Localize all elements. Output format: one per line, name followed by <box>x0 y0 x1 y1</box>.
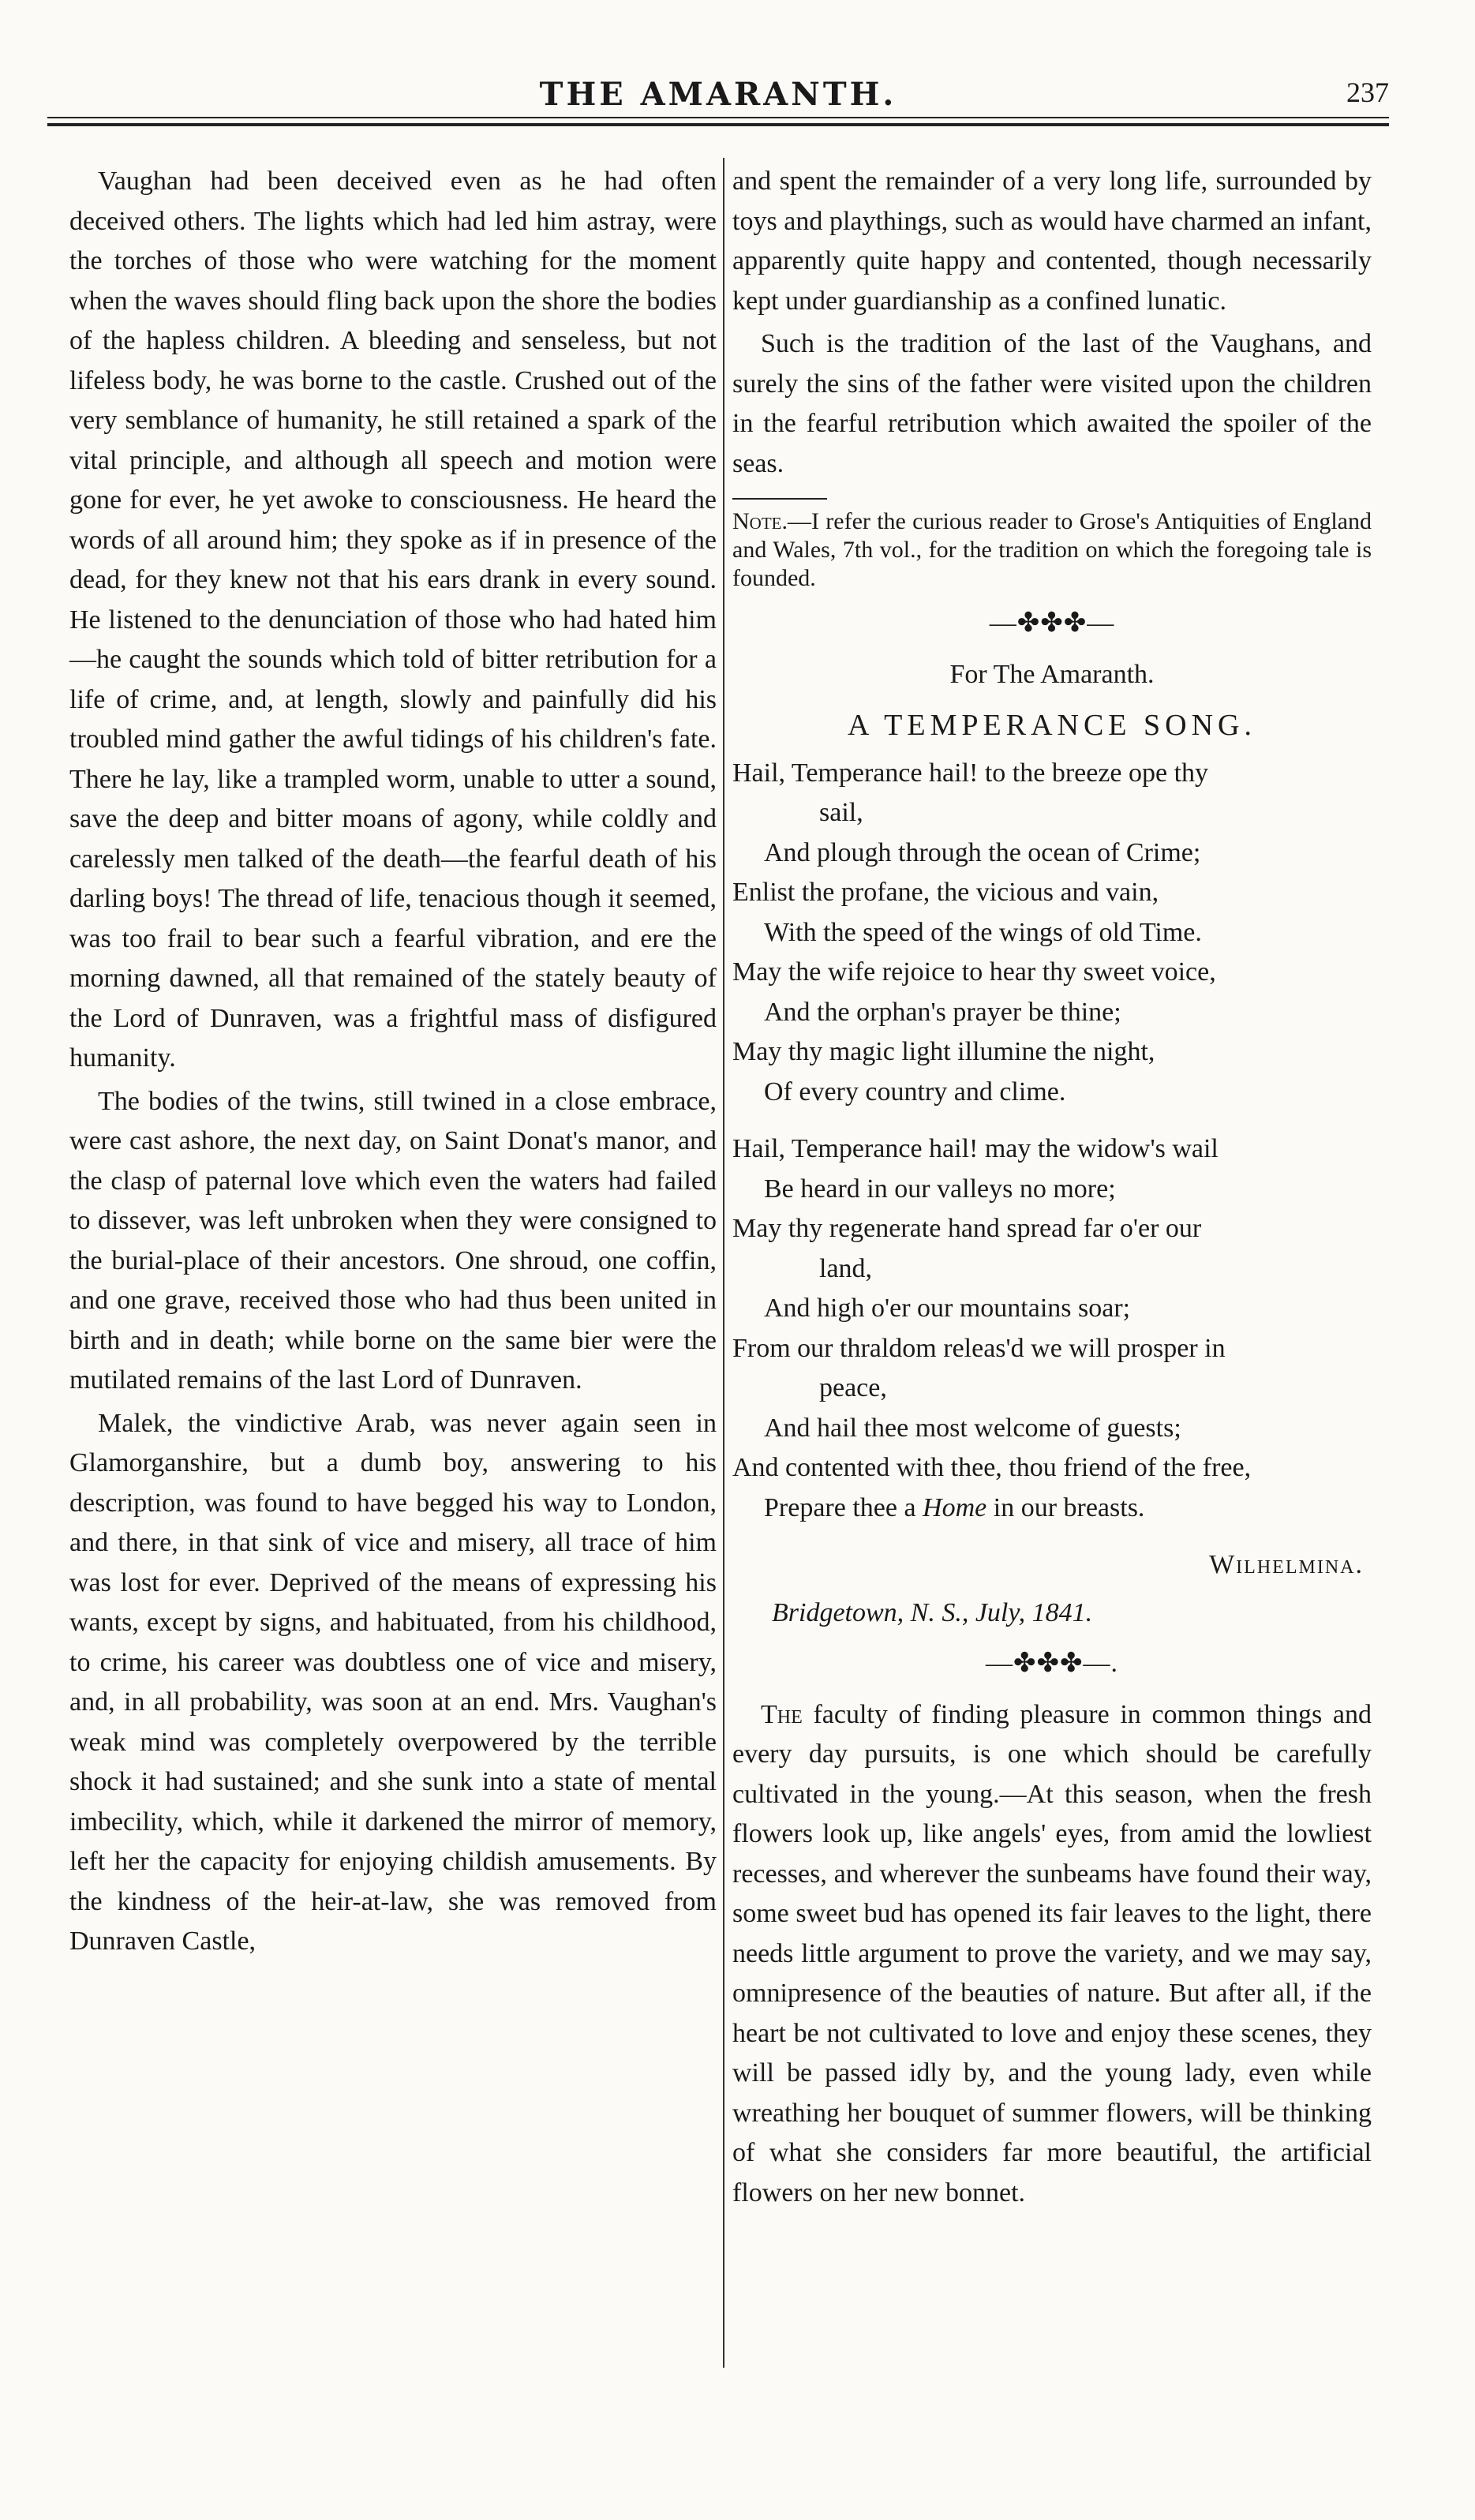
verse-italic-word: Home <box>923 1492 987 1522</box>
paragraph: and spent the remainder of a very long life, surrounded by toys and playthings, such as would have charmed an infant, apparently quite happy and contented, though necessarily kept under guardianship as a confined lunatic. <box>732 167 1372 316</box>
verse-line: Be heard in our valleys no more; <box>764 1174 1116 1204</box>
verse-line: May thy regenerate hand spread far o'er our <box>732 1214 1202 1243</box>
footnote-rule <box>732 498 827 500</box>
ornament-divider: —✤✤✤— <box>989 608 1115 638</box>
song-source: For The Amaranth. <box>949 659 1155 689</box>
verse-line: And hail thee most welcome of guests; <box>764 1413 1181 1443</box>
verse-line: May the wife rejoice to hear thy sweet voice, <box>732 957 1216 987</box>
verse-line: land, <box>819 1253 873 1283</box>
verse-line: And plough through the ocean of Crime; <box>764 837 1201 867</box>
paragraph: Vaughan had been deceived even as he had often deceived others. The lights which had led him astray, were the torches of those who were watching for the moment when the waves should fling back upon the shore the bodies of the hapless children. A bleeding and senseless, but not lifeless body, he was borne to the castle. Crushed out of the very semblance of humanity, he still retained a spark of the vital principle, and although all speech and motion were gone for ever, he yet awoke to consciousness. He heard the words of all around him; they spoke as if in presence of the dead, for they knew not that his ears drank in every sound. He listened to the denunciation of those who had hated him—he caught the sounds which told of bitter retribution for a life of crime, and, at length, slowly and painfully did his troubled mind gather the awful tidings of his children's fate. There he lay, like a trampled worm, unable to utter a sound, save the deep and bitter moans of agony, while coldly and carelessly men talked of the death—the fearful death of his darling boys! The thread of life, tenacious though it seemed, was too frail to bear such a fearful vibration, and ere the morning dawned, all that remained of the stately beauty of the Lord of Dunraven, was a frightful mass of disfigured humanity. <box>69 167 717 1073</box>
verse-line: And high o'er our mountains soar; <box>764 1294 1131 1323</box>
verse-line: Enlist the profane, the vicious and vain, <box>732 878 1159 907</box>
essay-lead-word: The <box>761 1699 803 1729</box>
poem-signature: Wilhelmina. <box>1209 1550 1364 1579</box>
verse-line: peace, <box>819 1373 887 1402</box>
footnote-label: Note. <box>732 508 788 534</box>
footnote <box>732 507 1372 593</box>
verse-line: sail, <box>819 798 863 827</box>
verse-line: From our thraldom releas'd we will prosper in <box>732 1333 1226 1363</box>
verse-line <box>732 1488 1372 1529</box>
essay-paragraph <box>732 1695 1372 2214</box>
verse-text: in our breasts. <box>986 1492 1145 1522</box>
song-title: A TEMPERANCE SONG. <box>848 709 1256 742</box>
verse-line: Of every country and clime. <box>764 1077 1066 1106</box>
verse-text: Prepare thee a <box>764 1492 923 1522</box>
paragraph: Malek, the vindictive Arab, was never again seen in Glamorganshire, but a dumb boy, answering to his description, was found to have begged his way to London, and there, in that sink of vice and misery, all trace of him was lost for ever. Deprived of the means of expressing his wants, except by signs, and habituated, from his childhood, to crime, his career was doubtless one of vice and misery, and, in all probability, was soon at an end. Mrs. Vaughan's weak mind was completely overpowered by the terrible shock it had sustained; and she sunk into a state of mental imbecility, which, while it darkened the mirror of memory, left her the capacity for enjoying childish amusements. By the kindness of the heir-at-law, she was removed from Dunraven Castle, <box>69 1408 717 1956</box>
verse-line: Hail, Temperance hail! to the breeze ope thy <box>732 758 1209 788</box>
paragraph: The bodies of the twins, still twined in a close embrace, were cast ashore, the next day, on Saint Donat's manor, and the clasp of paternal love which even the waters had failed to dissever, was left unbroken when they were consigned to the burial-place of their ancestors. One shroud, one coffin, and one grave, received those who had thus been united in birth and in death; while borne on the same bier were the mutilated remains of the last Lord of Dunraven. <box>69 1086 717 1395</box>
verse-line: With the speed of the wings of old Time. <box>764 917 1202 947</box>
verse-line: Hail, Temperance hail! may the widow's wail <box>732 1134 1219 1163</box>
essay-text: faculty of finding pleasure in common things and every day pursuits, is one which should be carefully cultivated in the young.—At this season, when the fresh flowers look up, like angels' eyes, from amid the lowliest recesses, and wherever the sunbeams have found their way, some sweet bud has opened its fair leaves to the light, there needs little argument to prove the variety, and we may say, omnipresence of the beauties of nature. But after all, if the heart be not cultivated to love and enjoy these scenes, they will be passed idly by, and the young lady, even while wreathing her bouquet of summer flowers, will be thinking of what she considers far more beautiful, the artificial flowers on her new bonnet. <box>732 1699 1372 2207</box>
header-rule <box>47 117 1389 128</box>
stanza-2 <box>732 1129 1372 1528</box>
ornament-divider: —✤✤✤—. <box>986 1649 1118 1678</box>
stanza-1 <box>732 754 1372 1113</box>
right-column <box>732 162 1372 2213</box>
page-number: 237 <box>1346 77 1389 108</box>
verse-line: And the orphan's prayer be thine; <box>764 997 1121 1027</box>
running-title: THE AMARANTH. <box>539 76 897 113</box>
verse-line: And contented with thee, thou friend of the free, <box>732 1453 1252 1482</box>
poem-dateline: Bridgetown, N. S., July, 1841. <box>772 1597 1093 1627</box>
column-divider <box>723 158 724 2368</box>
paragraph: Such is the tradition of the last of the Vaughans, and surely the sins of the father were visited upon the children in the fearful retribution which awaited the spoiler of the seas. <box>732 329 1372 478</box>
footnote-text: —I refer the curious reader to Grose's Antiquities of England and Wales, 7th vol., for the tradition on which the foregoing tale is founded. <box>732 508 1372 591</box>
left-column <box>69 162 717 1962</box>
verse-line: May thy magic light illumine the night, <box>732 1037 1155 1066</box>
